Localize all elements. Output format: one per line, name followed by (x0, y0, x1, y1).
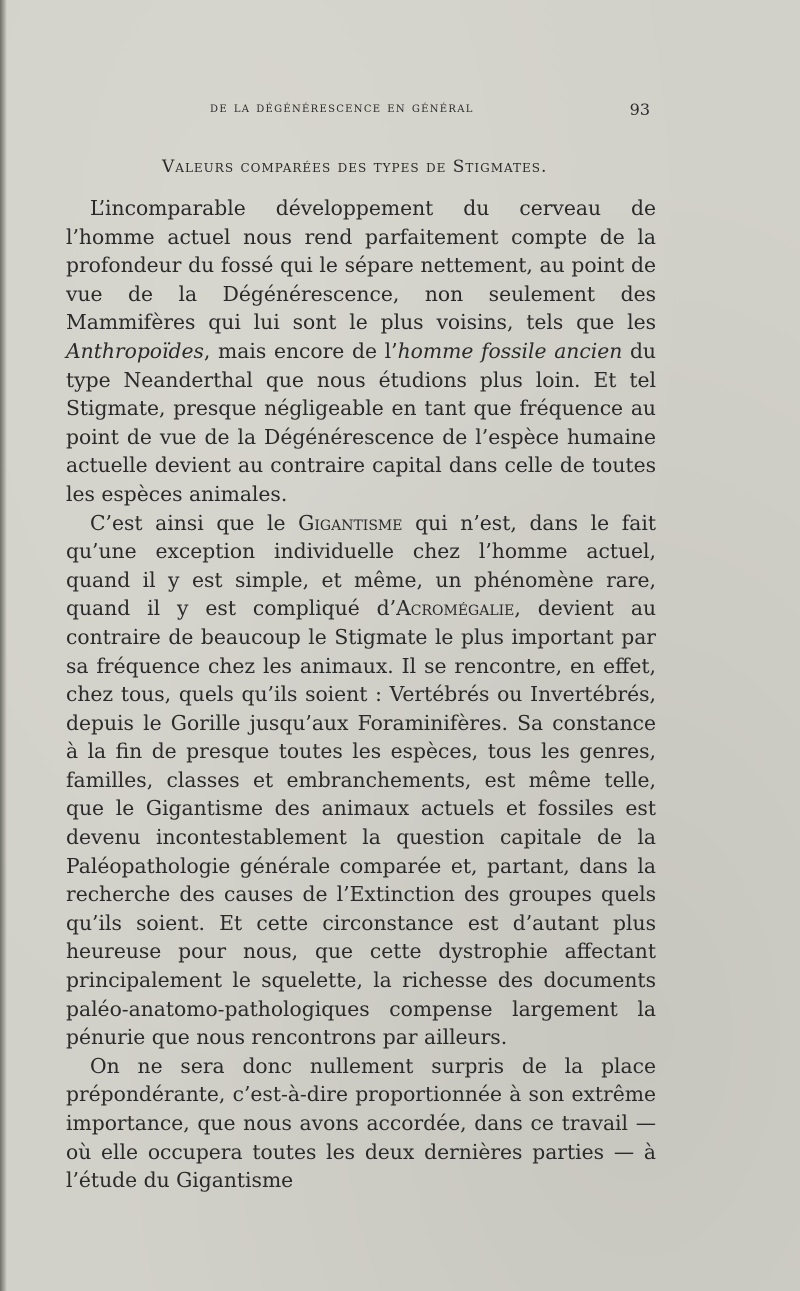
term-acromegalie: Acromégalie (396, 596, 515, 621)
paragraph-1-text-1: L’incomparable développement du cerveau de l’homme actuel nous rend parfaitement compte de la profondeur du fossé qui le sépare nettement, au point de vue de la Dégénérescence, non seulement des Mammifères qui lui sont le plus voisins, tels que les (66, 196, 656, 335)
page-number: 93 (629, 100, 650, 119)
paragraph-2 (66, 509, 656, 1052)
paragraph-1-text-3: du type Neanderthal que nous étudions plus loin. Et tel Stigmate, presque négligeable en tant que fréquence au point de vue de la Dégénérescence de l’espèce humaine actuelle devient au contraire capital dans celle de toutes les espèces animales. (66, 338, 656, 506)
paragraph-3-text-1: On ne sera donc nullement surpris de la place prépondérante, c’est-à-dire proportionnée à son extrême importance, que nous avons accordée, dans ce travail — où elle occupera toutes les deux dernières parties — à l’étude du Gigantisme (66, 1053, 656, 1193)
paragraph-1 (66, 194, 656, 509)
section-title: Valeurs comparées des types de Stigmates. (162, 157, 548, 177)
paragraph-2-text-3: , devient au contraire de beaucoup le Stigmate le plus important par sa fréquence chez les animaux. Il se rencontre, en effet, chez tous, quels qu’ils soient : Vertébrés ou Invertébrés, depuis le Gorille jusqu’aux Foraminifères. Sa constance à la fin de presque toutes les espèces, tous les genres, familles, classes et embranchements, est même telle, que le Gigantisme des animaux actuels et fossiles est devenu incontestablement la question capitale de la Paléopathologie générale comparée et, partant, dans la recherche des causes de l’Extinction des groupes quels qu’ils soient. Et cette circonstance est d’autant plus heureuse pour nous, que cette dystrophie affectant principalement le squelette, la richesse des documents paléo-anatomo-pathologiques compense largement la pénurie que nous rencontrons par ailleurs. (66, 596, 657, 1050)
paragraph-1-text-2: , mais encore de l’ (203, 338, 398, 363)
paragraph-3 (66, 1052, 656, 1195)
running-head (210, 100, 650, 124)
paragraph-2-text-2: qui n’est, dans le fait qu’une exception individuelle chez l’homme actuel, quand il y est simple, et même, un phénomène rare, quand il y est compliqué d’ (66, 510, 656, 621)
term-anthropoides: Anthropoïdes (66, 338, 204, 363)
page-edge-shadow (0, 0, 7, 1291)
paragraph-2-text-1: C’est ainsi que le (90, 510, 299, 535)
term-gigantisme: Gigantisme (298, 510, 403, 535)
body-text (66, 194, 656, 1195)
term-homme-fossile-ancien: homme fossile ancien (397, 338, 623, 363)
running-head-title: de la dégénérescence en général (210, 100, 474, 116)
